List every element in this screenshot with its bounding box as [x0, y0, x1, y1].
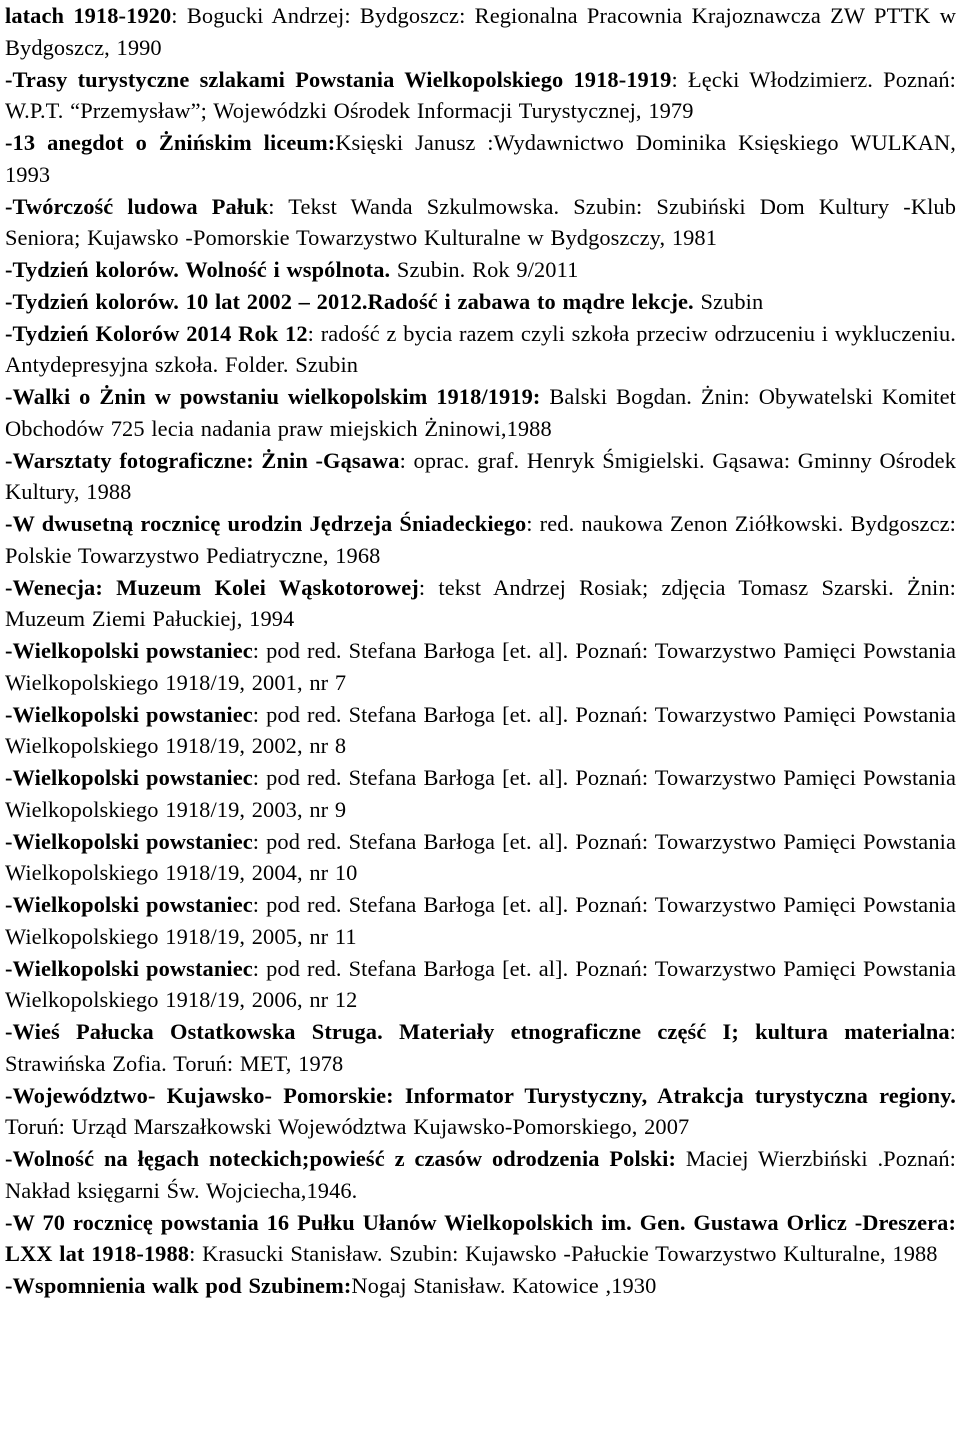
entry-title: -Trasy turystyczne szlakami Powstania Wielkopolskiego 1918-1919 [5, 66, 672, 92]
entry-details: : pod red. Stefana Barłoga [et. al]. Poznań: Towarzystwo Pamięci Powstania Wielkopolskiego 1918/19, 2004, nr 10 [5, 828, 956, 886]
bibliography-entry [5, 445, 956, 509]
entry-title: -Wenecja: Muzeum Kolei Wąskotorowej [5, 574, 419, 600]
entry-details: Toruń: Urząd Marszałkowski Województwa Kujawsko-Pomorskiego, 2007 [5, 1114, 690, 1140]
entry-title: -Województwo- Kujawsko- Pomorskie: Informator Turystyczny, Atrakcja turystyczna regiony. [5, 1082, 956, 1108]
entry-details: Księski Janusz :Wydawnictwo Dominika Księskiego WULKAN, 1993 [5, 130, 956, 187]
entry-title: -Wielkopolski powstaniec [5, 892, 253, 917]
entry-title: -Walki o Żnin w powstaniu wielkopolskim 1918/1919: [5, 384, 541, 409]
entry-title: -Wielkopolski powstaniec [5, 955, 253, 981]
entry-title: -Wspomnienia walk pod Szubinem: [5, 1273, 352, 1298]
bibliography-entry [5, 1270, 956, 1302]
entry-title: -Wielkopolski powstaniec [5, 828, 253, 854]
entry-title: -Wolność na łęgach noteckich;powieść z czasów odrodzenia Polski: [5, 1146, 677, 1171]
entry-details: Maciej Wierzbiński .Poznań: Nakład księgarni Św. Wojciecha,1946. [5, 1146, 956, 1203]
bibliography-entry [5, 508, 956, 572]
bibliography-entry [5, 254, 956, 286]
entry-details: : Bogucki Andrzej: Bydgoszcz: Regionalna Pracownia Krajoznawcza ZW PTTK w Bydgoszcz, 1990 [5, 3, 956, 60]
bibliography-entry [5, 635, 956, 699]
entry-details: : Łęcki Włodzimierz. Poznań: W.P.T. “Przemysław”; Wojewódzki Ośrodek Informacji Turystycznej, 1979 [5, 66, 956, 124]
bibliography-entry [5, 381, 956, 445]
bibliography-entry [5, 1143, 956, 1207]
bibliography-entry [5, 286, 956, 318]
entry-details: : Krasucki Stanisław. Szubin: Kujawsko -Pałuckie Towarzystwo Kulturalne, 1988 [189, 1241, 938, 1267]
entry-details: : radość z bycia razem czyli szkoła przeciw odrzuceniu i wykluczeniu. Antydepresyjna szkoła. Folder. Szubin [5, 320, 956, 378]
entry-details: : pod red. Stefana Barłoga [et. al]. Poznań: Towarzystwo Pamięci Powstania Wielkopolskiego 1918/19, 2002, nr 8 [5, 701, 956, 759]
entry-title: -Wielkopolski powstaniec [5, 701, 253, 727]
entry-title: -Warsztaty fotograficzne: Żnin -Gąsawa [5, 447, 400, 473]
entry-details: Nogaj Stanisław. Katowice ,1930 [351, 1273, 657, 1298]
entry-details: : pod red. Stefana Barłoga [et. al]. Poznań: Towarzystwo Pamięci Powstania Wielkopolskiego 1918/19, 2003, nr 9 [5, 765, 956, 822]
entry-title: -13 anegdot o Żnińskim liceum: [5, 130, 336, 155]
entry-title: -Tydzień kolorów. 10 lat 2002 – 2012.Radość i zabawa to mądre lekcje. [5, 288, 694, 314]
bibliography-entry [5, 1016, 956, 1080]
bibliography-entry [5, 699, 956, 763]
entry-title: -Tydzień Kolorów 2014 Rok 12 [5, 320, 308, 346]
entry-details: : Tekst Wanda Szkulmowska. Szubin: Szubiński Dom Kultury -Klub Seniora; Kujawsko -Pomorskie Towarzystwo Kulturalne w Bydgoszczy, 1981 [5, 193, 957, 251]
entry-details: : pod red. Stefana Barłoga [et. al]. Poznań: Towarzystwo Pamięci Powstania Wielkopolskiego 1918/19, 2001, nr 7 [5, 638, 956, 695]
entry-title: -Wielkopolski powstaniec [5, 638, 253, 663]
bibliography-entry [5, 127, 956, 191]
entry-details: : tekst Andrzej Rosiak; zdjęcia Tomasz Szarski. Żnin: Muzeum Ziemi Pałuckiej, 1994 [5, 574, 956, 632]
bibliography-entry [5, 0, 956, 64]
bibliography-entry [5, 953, 956, 1017]
entry-title: latach 1918-1920 [5, 3, 172, 28]
bibliography-entry [5, 64, 956, 128]
entry-details: : oprac. graf. Henryk Śmigielski. Gąsawa: Gminny Ośrodek Kultury, 1988 [5, 447, 957, 505]
bibliography-entry [5, 826, 956, 890]
bibliography-entry [5, 762, 956, 826]
entry-details: Szubin [693, 288, 764, 314]
entry-details: : Strawińska Zofia. Toruń: MET, 1978 [5, 1019, 956, 1076]
entry-title: -Twórczość ludowa Pałuk [5, 193, 269, 219]
entry-details: : pod red. Stefana Barłoga [et. al]. Poznań: Towarzystwo Pamięci Powstania Wielkopolskiego 1918/19, 2005, nr 11 [5, 892, 956, 949]
entry-title: -Tydzień kolorów. Wolność i wspólnota. [5, 257, 391, 282]
entry-details: : red. naukowa Zenon Ziółkowski. Bydgoszcz: Polskie Towarzystwo Pediatryczne, 1968 [5, 511, 956, 568]
bibliography-entry [5, 191, 956, 255]
entry-details: Szubin. Rok 9/2011 [390, 257, 579, 282]
bibliography-entry [5, 889, 956, 953]
bibliography-entry [5, 1080, 956, 1144]
entry-title: -Wielkopolski powstaniec [5, 765, 253, 790]
bibliography-entry [5, 318, 956, 382]
entry-title: -W 70 rocznicę powstania 16 Pułku Ułanów Wielkopolskich im. Gen. Gustawa Orlicz -Dreszera: LXX lat 1918-1988 [5, 1209, 956, 1267]
entry-title: -W dwusetną rocznicę urodzin Jędrzeja Śniadeckiego [5, 511, 527, 536]
entry-details: : pod red. Stefana Barłoga [et. al]. Poznań: Towarzystwo Pamięci Powstania Wielkopolskiego 1918/19, 2006, nr 12 [5, 955, 956, 1013]
entry-details: Balski Bogdan. Żnin: Obywatelski Komitet Obchodów 725 lecia nadania praw miejskich Żninowi,1988 [5, 384, 956, 441]
bibliography-entry [5, 1207, 956, 1271]
entry-title: -Wieś Pałucka Ostatkowska Struga. Materiały etnograficzne część I; kultura materialna [5, 1019, 950, 1044]
bibliography-entry [5, 572, 956, 636]
